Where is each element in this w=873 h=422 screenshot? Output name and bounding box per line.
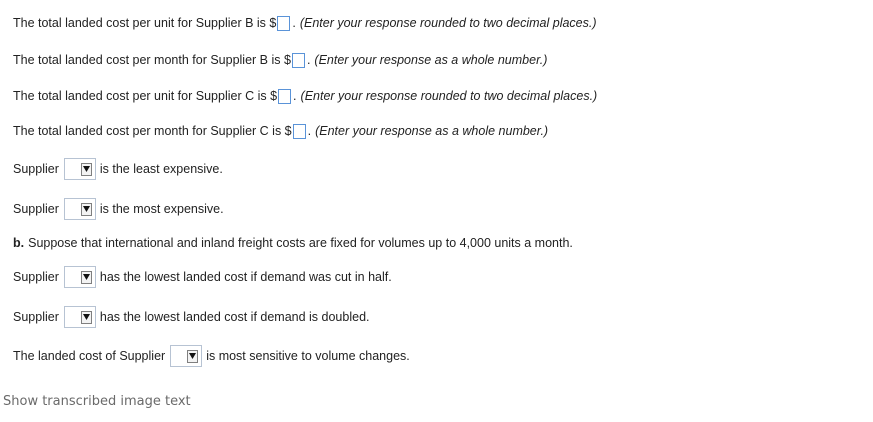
triangle-down-icon [81, 203, 92, 216]
supplier-select[interactable] [64, 306, 96, 328]
supplier-select[interactable] [170, 345, 202, 367]
hint-text: (Enter your response rounded to two decimal places.) [299, 16, 597, 30]
question-row-2 [13, 50, 547, 70]
triangle-down-icon [81, 311, 92, 324]
question-text: The total landed cost per unit for Supplier C is $ [13, 89, 278, 103]
row-prefix: Supplier [13, 310, 59, 324]
period: . [293, 89, 297, 103]
supplier-select[interactable] [64, 198, 96, 220]
question-row-3 [13, 86, 597, 106]
row-suffix: is the most expensive. [99, 202, 224, 216]
row-prefix: Supplier [13, 202, 59, 216]
triangle-down-icon [187, 350, 198, 363]
question-text: The total landed cost per month for Supplier C is $ [13, 124, 292, 138]
row-suffix: is most sensitive to volume changes. [206, 349, 410, 363]
supplier-least-expensive-row [13, 159, 223, 179]
supplier-most-expensive-row [13, 199, 224, 219]
question-row-4 [13, 121, 548, 141]
hint-text: (Enter your response as a whole number.) [314, 53, 548, 67]
row-suffix: has the lowest landed cost if demand is doubled. [99, 310, 370, 324]
show-transcribed-text-link[interactable]: Show transcribed image text [3, 394, 191, 409]
supplier-select[interactable] [64, 158, 96, 180]
part-b-heading [13, 233, 573, 253]
supplier-demand-doubled-row [13, 307, 370, 327]
period: . [307, 124, 312, 138]
answer-input[interactable] [278, 89, 291, 104]
part-b-text: Suppose that international and inland freight costs are fixed for volumes up to 4,000 units a month. [28, 236, 573, 250]
row-suffix: is the least expensive. [99, 162, 223, 176]
row-prefix: The landed cost of Supplier [13, 349, 166, 363]
question-text: The total landed cost per unit for Supplier B is $ [13, 16, 277, 30]
question-text: The total landed cost per month for Supplier B is $ [13, 53, 291, 67]
hint-text: (Enter your response rounded to two decimal places.) [300, 89, 598, 103]
triangle-down-icon [81, 163, 92, 176]
supplier-most-sensitive-row [13, 346, 410, 366]
supplier-select[interactable] [64, 266, 96, 288]
supplier-demand-halved-row [13, 267, 392, 287]
answer-input[interactable] [277, 16, 290, 31]
period: . [292, 16, 296, 30]
question-row-1 [13, 13, 597, 33]
row-prefix: Supplier [13, 162, 59, 176]
row-prefix: Supplier [13, 270, 59, 284]
part-b-label: b. [13, 236, 25, 250]
triangle-down-icon [81, 271, 92, 284]
hint-text: (Enter your response as a whole number.) [315, 124, 549, 138]
answer-input[interactable] [292, 53, 305, 68]
answer-input[interactable] [293, 124, 306, 139]
period: . [306, 53, 311, 67]
row-suffix: has the lowest landed cost if demand was cut in half. [99, 270, 392, 284]
